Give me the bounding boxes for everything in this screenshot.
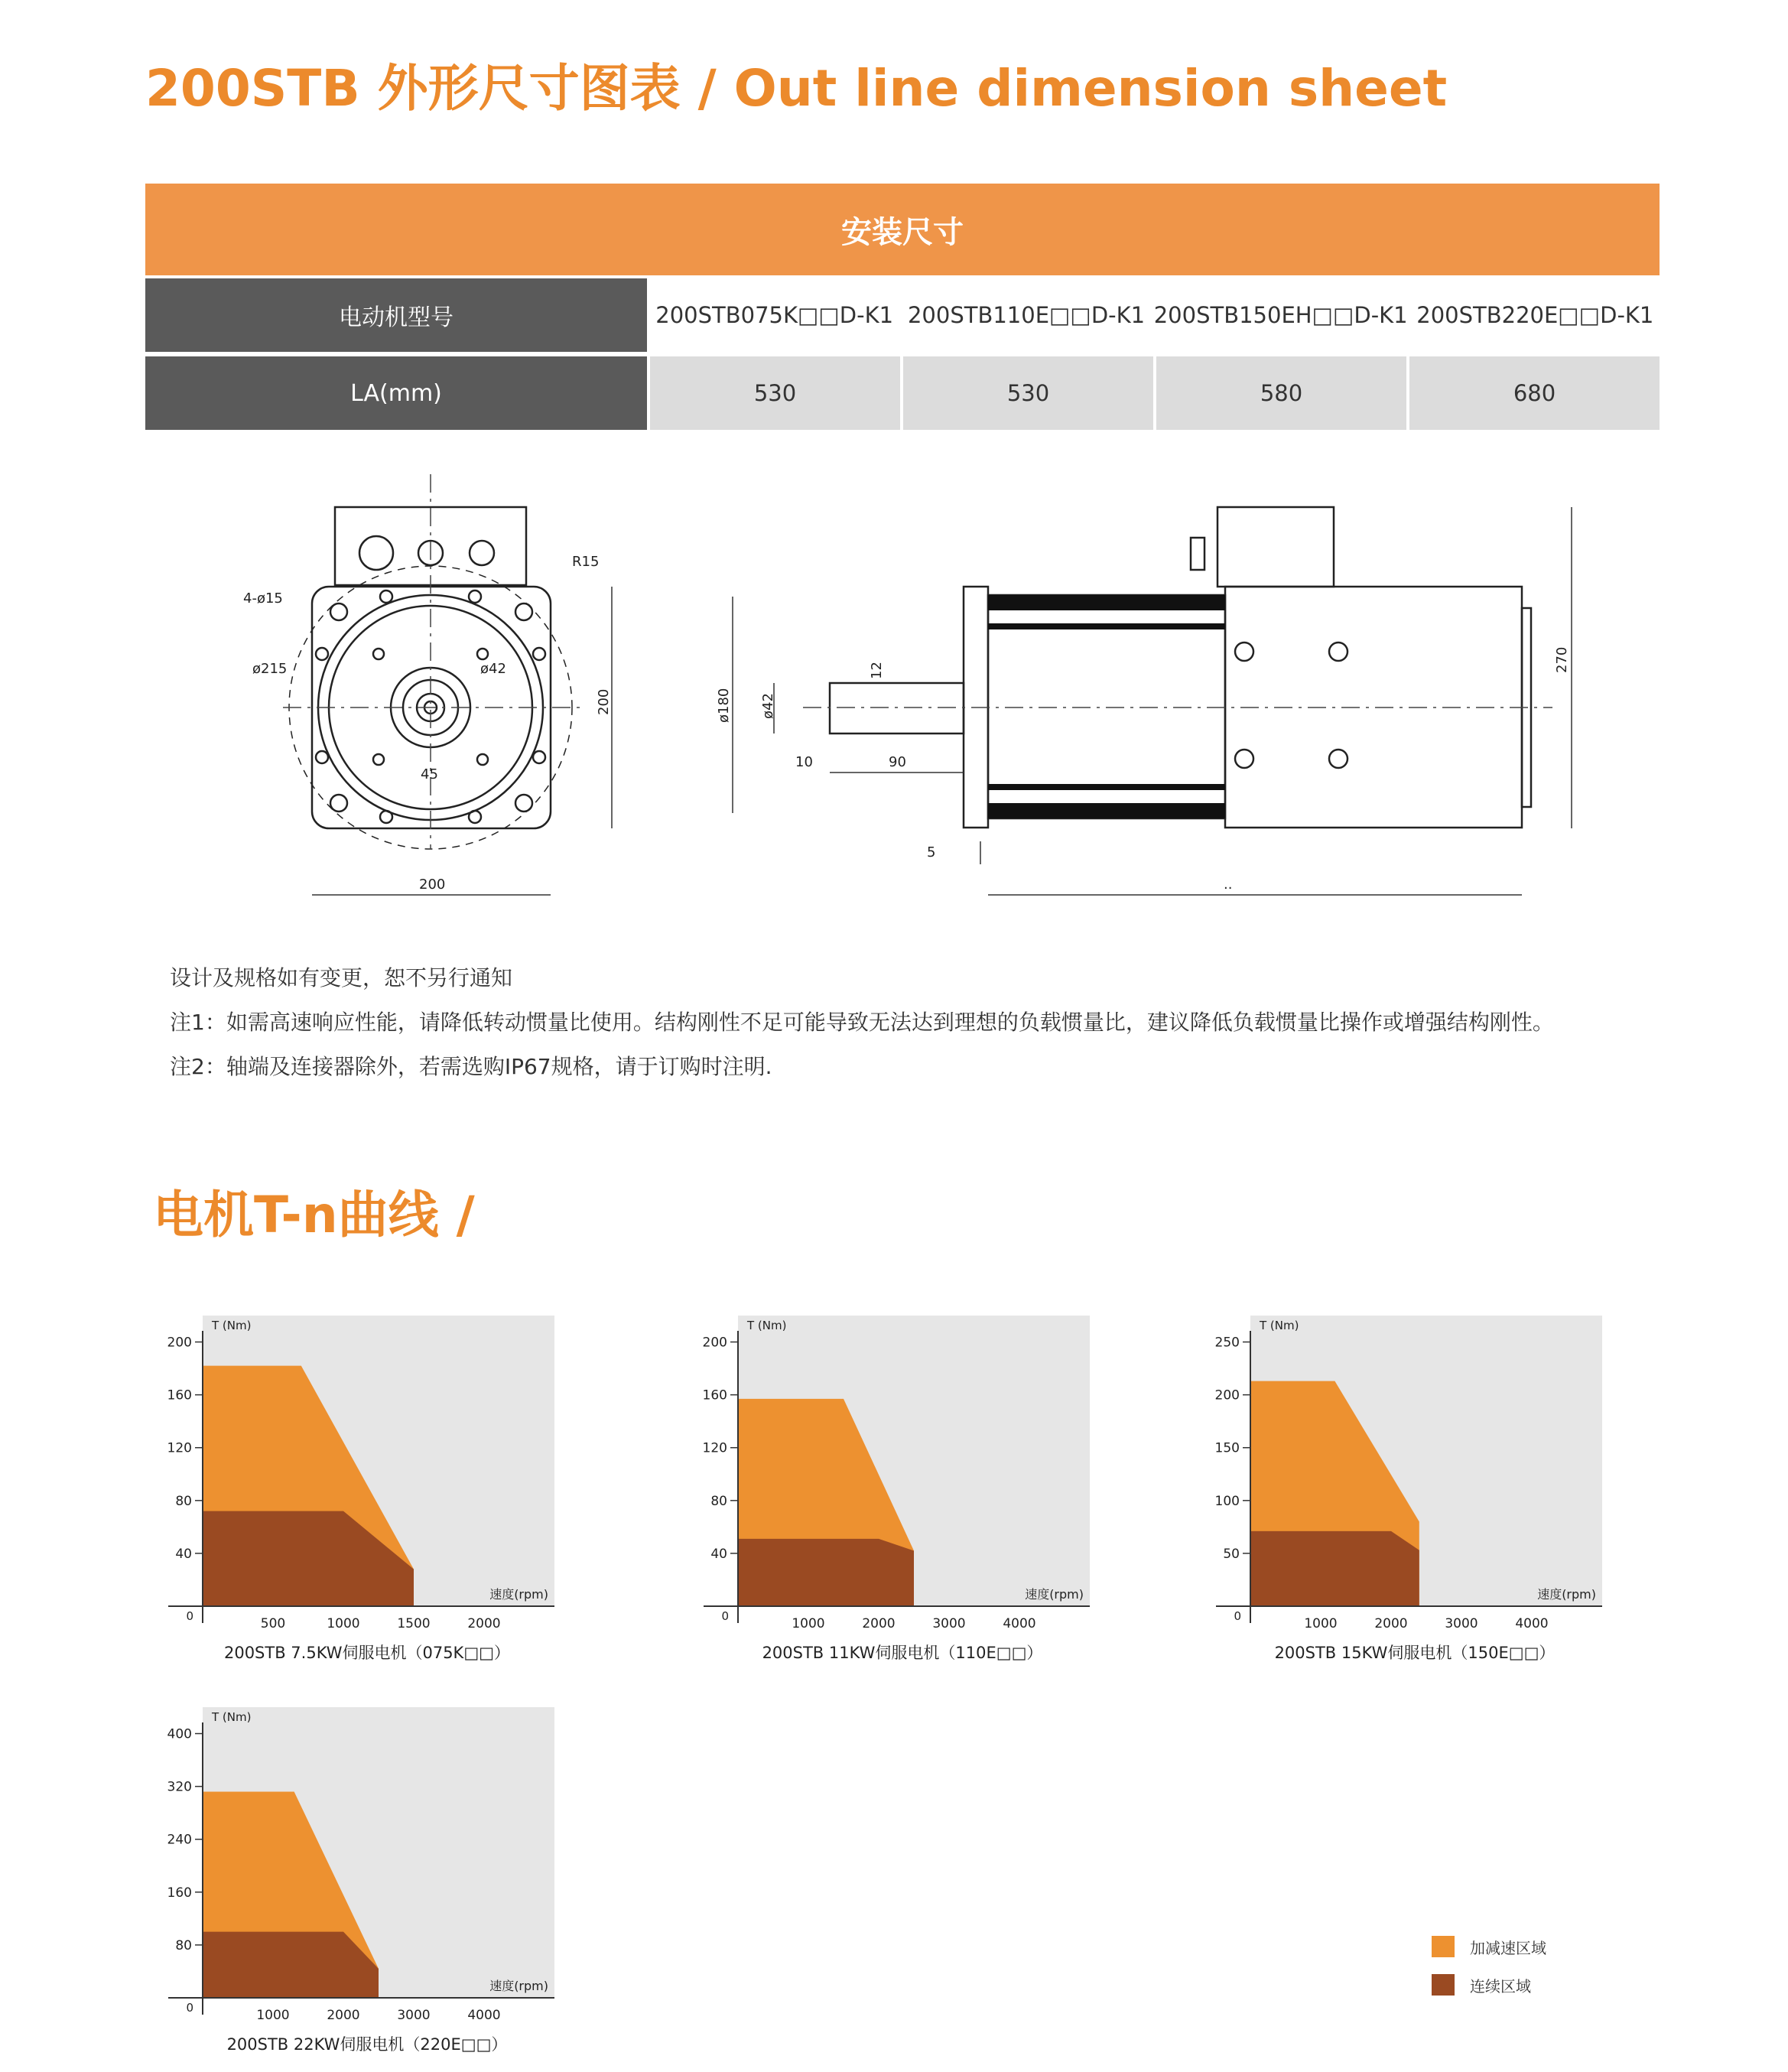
dim-label: ø215 — [252, 661, 288, 677]
cont-zone-area — [203, 1932, 379, 1998]
table-cell: 200STB075K□□D-K1 — [650, 278, 899, 352]
y-axis-label: T (Nm) — [747, 1319, 787, 1332]
x-tick-label: 4000 — [1515, 1616, 1549, 1631]
legend-label: 加减速区域 — [1470, 1938, 1546, 1957]
x-axis-label: 速度(rpm) — [489, 1979, 548, 1993]
dim-label: R15 — [572, 554, 600, 570]
table-cell: 200STB220E□□D-K1 — [1411, 278, 1660, 352]
y-tick-label: 200 — [1214, 1387, 1240, 1404]
x-tick-label: 1000 — [327, 1616, 360, 1631]
note-line: 注1：如需高速响应性能，请降低转动惯量比使用。结构刚性不足可能导致无法达到理想的负载惯量比，建议降低负载惯量比操作或增强结构刚性。 — [170, 1010, 1554, 1035]
y-tick-label: 120 — [167, 1440, 192, 1456]
table-cell: 530 — [903, 356, 1153, 430]
y-tick-label: 80 — [710, 1493, 727, 1509]
origin-label: 0 — [1234, 1609, 1241, 1623]
dim-label: 5 — [927, 844, 936, 860]
dim-label: 270 — [1554, 646, 1570, 673]
chart-title: 200STB 7.5KW伺服电机（075K□□） — [223, 1644, 511, 1662]
note-line: 设计及规格如有变更，恕不另行通知 — [170, 965, 513, 990]
dim-label: ø42 — [760, 693, 776, 719]
x-tick-label: 2000 — [862, 1616, 896, 1631]
dim-label: 200 — [419, 877, 446, 893]
table-cell: 530 — [650, 356, 900, 430]
x-tick-label: 2000 — [1374, 1616, 1408, 1631]
y-tick-label: 160 — [167, 1885, 192, 1901]
y-tick-label: 40 — [710, 1546, 727, 1562]
x-tick-label: 1000 — [256, 2008, 290, 2023]
y-tick-label: 80 — [175, 1937, 192, 1953]
x-tick-label: 1500 — [397, 1616, 431, 1631]
x-axis-label: 速度(rpm) — [1537, 1587, 1596, 1602]
y-tick-label: 160 — [167, 1387, 192, 1404]
dim-label: 10 — [795, 754, 813, 770]
dim-label: 90 — [889, 754, 906, 770]
legend-item — [1432, 1966, 1546, 2004]
table-cell: 200STB150EH□□D-K1 — [1154, 278, 1408, 352]
chart-title: 200STB 11KW伺服电机（110E□□） — [762, 1644, 1043, 1662]
legend-label: 连续区域 — [1470, 1976, 1531, 1996]
x-tick-label: 2000 — [467, 1616, 501, 1631]
legend-swatch-accel — [1432, 1936, 1455, 1957]
legend-swatch-cont — [1432, 1974, 1455, 1996]
row-label-la: LA(mm) — [145, 356, 647, 430]
dim-label: ø42 — [480, 661, 506, 677]
dimension-drawing — [0, 0, 1788, 933]
y-tick-label: 200 — [167, 1335, 192, 1351]
y-tick-label: 80 — [175, 1493, 192, 1509]
table-cell: 680 — [1409, 356, 1660, 430]
y-tick-label: 250 — [1214, 1335, 1240, 1351]
note-line: 注2：轴端及连接器除外，若需选购IP67规格，请于订购时注明. — [170, 1054, 772, 1079]
y-tick-label: 240 — [167, 1832, 192, 1848]
chart-title: 200STB 15KW伺服电机（150E□□） — [1274, 1644, 1556, 1662]
chart-title: 200STB 22KW伺服电机（220E□□） — [226, 2035, 508, 2054]
page-title: 200STB 外形尺寸图表 / Out line dimension sheet — [145, 59, 1448, 118]
legend — [1432, 1927, 1546, 2004]
y-tick-label: 50 — [1223, 1546, 1240, 1562]
notes — [170, 956, 1554, 1089]
dim-label: .. — [1224, 877, 1233, 893]
x-axis-label: 速度(rpm) — [489, 1587, 548, 1602]
section-title: 电机T-n曲线 / — [153, 1186, 475, 1244]
origin-label: 0 — [721, 1609, 729, 1623]
y-tick-label: 100 — [1214, 1493, 1240, 1509]
x-tick-label: 1000 — [792, 1616, 825, 1631]
dim-label: 4-ø15 — [243, 590, 283, 607]
table-cell: 200STB110E□□D-K1 — [902, 278, 1150, 352]
y-axis-label: T (Nm) — [1260, 1319, 1299, 1332]
cont-zone-area — [738, 1539, 914, 1606]
x-tick-label: 3000 — [397, 2008, 431, 2023]
x-tick-label: 500 — [260, 1616, 286, 1631]
x-axis-label: 速度(rpm) — [1025, 1587, 1084, 1602]
y-tick-label: 320 — [167, 1779, 192, 1795]
y-tick-label: 400 — [167, 1726, 192, 1742]
table-cell: 580 — [1156, 356, 1406, 430]
y-tick-label: 160 — [702, 1387, 727, 1404]
origin-label: 0 — [186, 1609, 193, 1623]
table-header: 安装尺寸 — [145, 184, 1660, 275]
x-tick-label: 3000 — [1445, 1616, 1478, 1631]
row-label-model: 电动机型号 — [145, 278, 647, 352]
dim-label: 45 — [421, 766, 438, 782]
y-tick-label: 40 — [175, 1546, 192, 1562]
y-tick-label: 150 — [1214, 1440, 1240, 1456]
x-tick-label: 4000 — [467, 2008, 501, 2023]
x-tick-label: 3000 — [932, 1616, 966, 1631]
dim-label: ø180 — [716, 688, 732, 723]
dim-label: 12 — [869, 662, 885, 679]
y-axis-label: T (Nm) — [212, 1319, 252, 1332]
x-tick-label: 2000 — [327, 2008, 360, 2023]
legend-item — [1432, 1927, 1546, 1966]
y-tick-label: 200 — [702, 1335, 727, 1351]
y-tick-label: 120 — [702, 1440, 727, 1456]
y-axis-label: T (Nm) — [212, 1710, 252, 1724]
x-tick-label: 4000 — [1003, 1616, 1036, 1631]
cont-zone-area — [1250, 1531, 1419, 1606]
x-tick-label: 1000 — [1304, 1616, 1338, 1631]
origin-label: 0 — [186, 2001, 193, 2015]
dim-label: 200 — [596, 688, 612, 715]
